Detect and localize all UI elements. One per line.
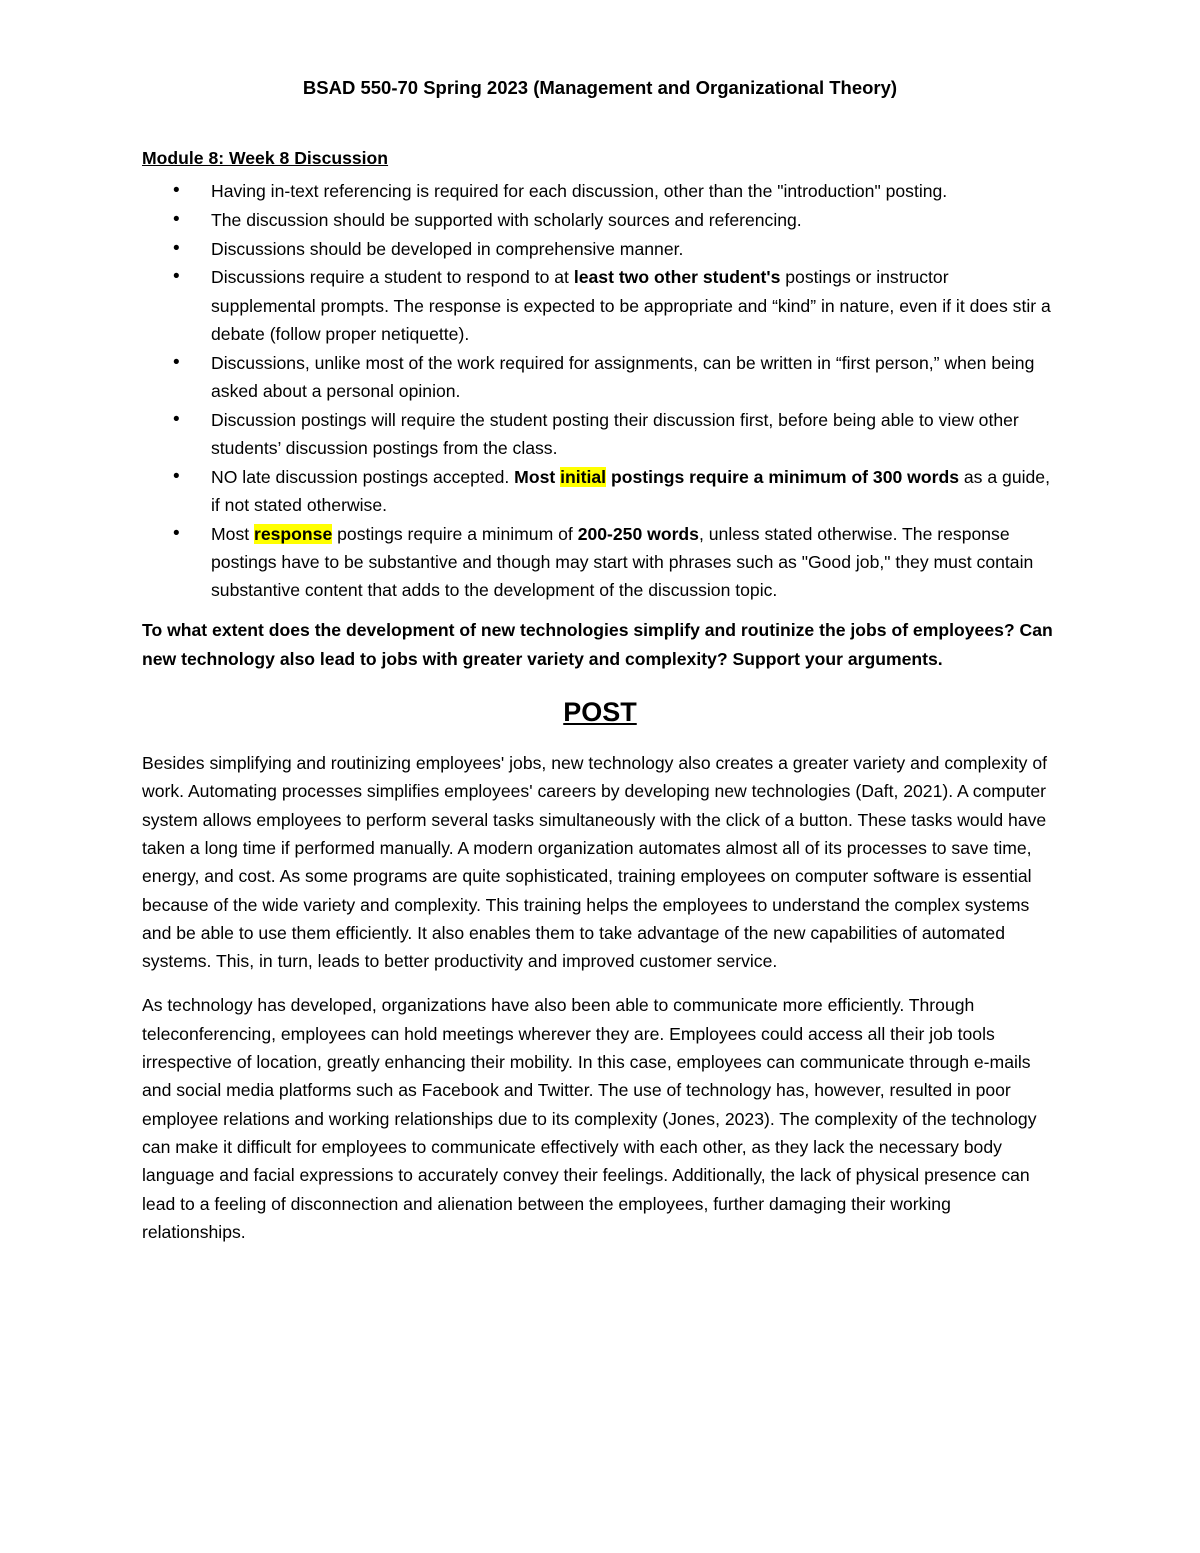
rule-emphasis: 200-250 words <box>577 523 699 544</box>
rule-text: Discussions require a student to respond to at <box>211 267 574 288</box>
rule-text: The discussion should be supported with scholarly sources and referencing. <box>211 209 802 230</box>
rule-item <box>142 235 1058 263</box>
highlighted-word: response <box>254 523 333 544</box>
rule-text: Having in-text referencing is required for each discussion, other than the "introduction" posting. <box>211 181 948 202</box>
rule-text: Discussions should be developed in comprehensive manner. <box>211 238 684 259</box>
post-paragraph: Besides simplifying and routinizing employees' jobs, new technology also creates a greater variety and complexity of work. Automating processes simplifies employees' careers by developing new technologies (Daft, 2021). A computer system allows employees to perform several tasks simultaneously with the click of a button. These tasks would have taken a long time if performed manually. A modern organization automates almost all of its processes to save time, energy, and cost. As some programs are quite sophisticated, training employees on computer software is essential because of the wide variety and complexity. This training helps the employees to understand the complex systems and be able to use them efficiently. It also enables them to take advantage of the new capabilities of automated systems. This, in turn, leads to better productivity and improved customer service. <box>142 753 1048 972</box>
rules-list <box>142 177 1058 604</box>
post-paragraph: As technology has developed, organizations have also been able to communicate more efficiently. Through teleconferencing, employees can hold meetings wherever they are. Employees could access all their job tools irrespective of location, greatly enhancing their mobility. In this case, employees can communicate through e-mails and social media platforms such as Facebook and Twitter. The use of technology has, however, resulted in poor employee relations and working relationships due to its complexity (Jones, 2023). The complexity of the technology can make it difficult for employees to communicate effectively with each other, as they lack the necessary body language and facial expressions to accurately convey their feelings. Additionally, the lack of physical presence can lead to a feeling of disconnection and alienation between the employees, further damaging their working relationships. <box>142 995 1037 1242</box>
rule-text: Discussion postings will require the student posting their discussion first, before being able to view other students’ discussion postings from the class. <box>211 409 1019 458</box>
rule-text: postings require a minimum of <box>332 523 578 544</box>
rule-item <box>142 349 1058 406</box>
rule-text: , unless stated otherwise. The response postings have to be substantive and though may start with phrases such as "Good job," they must contain substantive content that adds to the development of the discussion topic. <box>211 523 1034 601</box>
rule-emphasis: Most <box>514 466 561 487</box>
rule-emphasis: least two other student's <box>573 267 781 288</box>
rule-item <box>142 406 1058 463</box>
rule-item <box>142 520 1058 605</box>
rule-text: postings or instructor supplemental prompts. The response is expected to be appropriate and “kind” in nature, even if it does stir a debate (follow proper netiquette). <box>211 267 1051 344</box>
post-heading: POST <box>563 697 637 728</box>
document-title: BSAD 550-70 Spring 2023 (Management and Organizational Theory) <box>302 77 898 98</box>
rule-item <box>142 177 1058 205</box>
rule-item <box>142 206 1058 234</box>
rule-text: as a guide, if not stated otherwise. <box>211 466 1050 515</box>
rule-item <box>142 263 1058 348</box>
discussion-question: To what extent does the development of new technologies simplify and routinize the jobs of employees? Can new technology also lead to jobs with greater variety and complexity? Support your arguments. <box>142 620 1053 669</box>
rule-emphasis: postings require a minimum of 300 words <box>606 466 959 487</box>
rule-text: Discussions, unlike most of the work required for assignments, can be written in “first person,” when being asked about a personal opinion. <box>211 352 1035 401</box>
highlighted-word: initial <box>560 466 607 487</box>
rule-text: NO late discussion postings accepted. <box>211 466 515 487</box>
rule-text: Most <box>211 523 255 544</box>
module-heading: Module 8: Week 8 Discussion <box>142 148 389 168</box>
document-content <box>142 74 1058 1262</box>
rule-item <box>142 463 1058 520</box>
